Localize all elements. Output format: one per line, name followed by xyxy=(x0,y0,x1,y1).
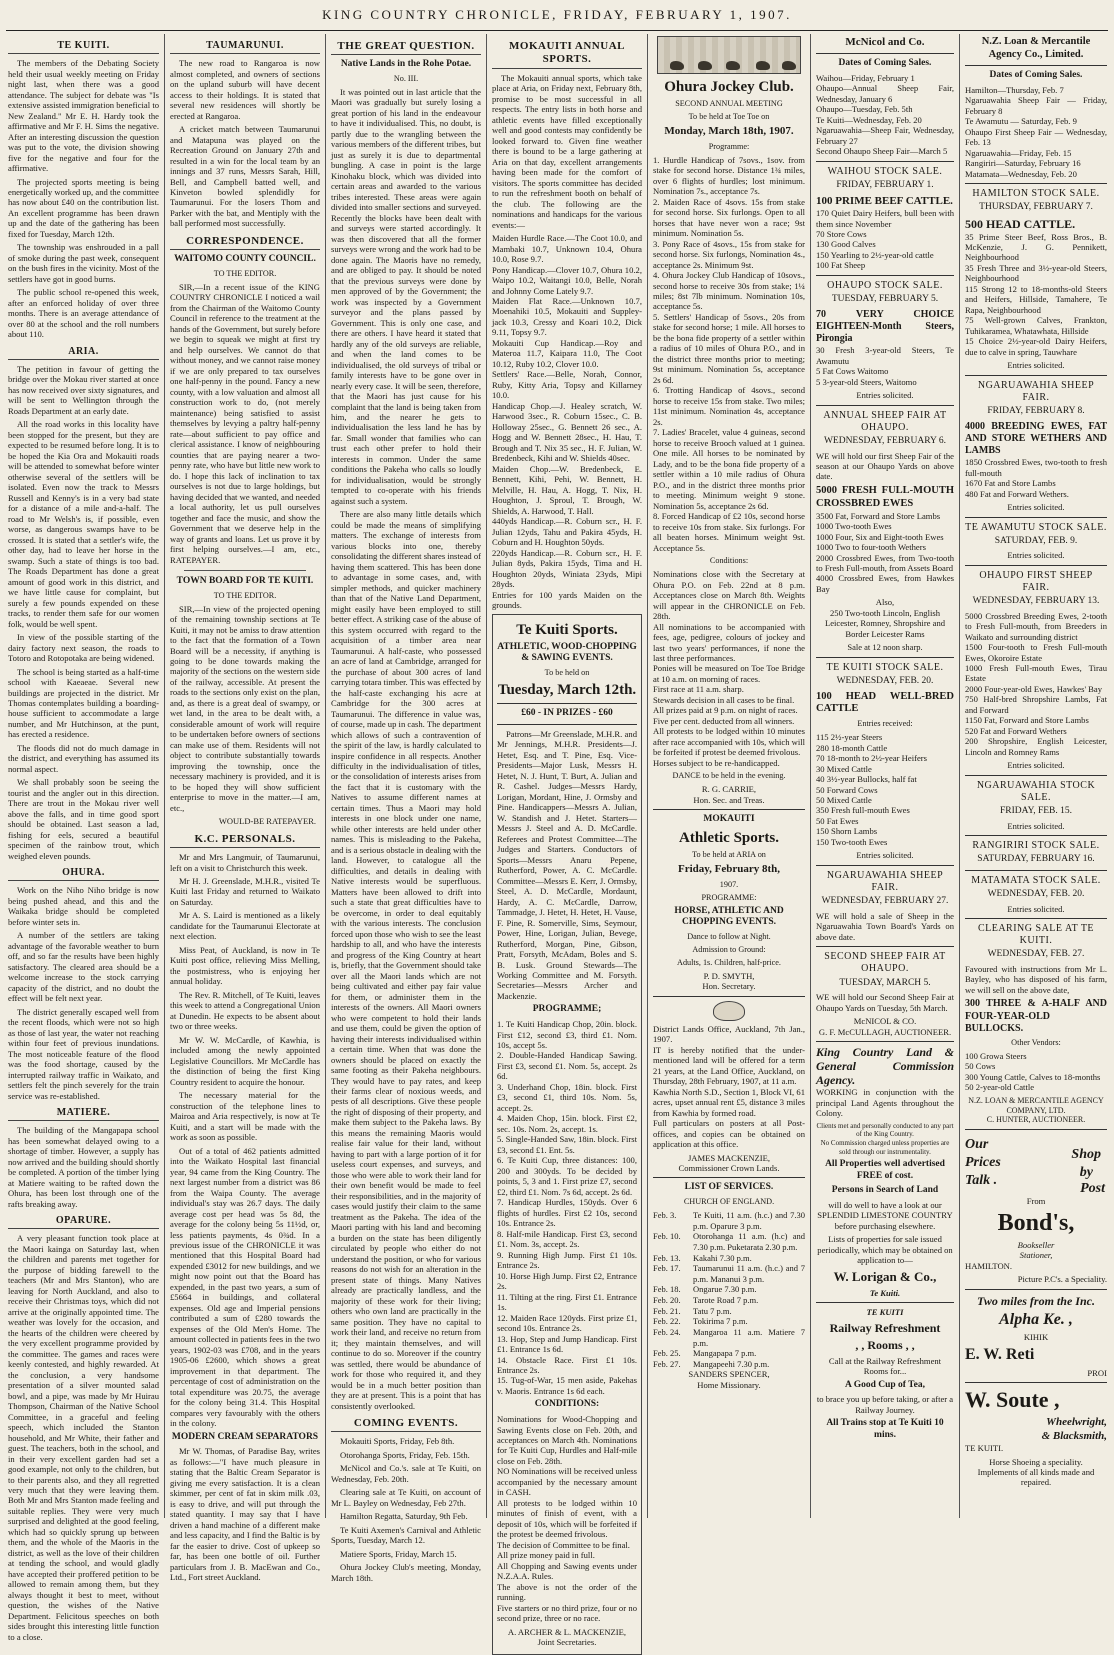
paragraph: The township was enshrouded in a pall of smoke during the past week, consequent on the bush fires in the vicinity. Most of the settlers have got in good burns. xyxy=(8,242,159,284)
kcl-terms: Clients met and personally conducted to any part of the King Country. No Commission charged unless properties are sold through our instrumentality. xyxy=(816,1121,954,1156)
ohaupo-first-date: WEDNESDAY, FEBRUARY 13. xyxy=(972,596,1100,606)
service-row xyxy=(653,1359,805,1370)
ohura-club-title: Ohura Jockey Club. xyxy=(664,79,794,95)
paragraph: Mr W. W. McCardle, of Kawhia, is included among the newly appointed Legislative Councillors. Mr McCardle has the distinction of being the first King Country resident to acquire the honour. xyxy=(170,1034,320,1087)
to-be-held: To be held on xyxy=(544,667,590,677)
te-kuiti-sale-items: 115 2½-year Steers 280 18-month Cattle 70 18-month to 2½-year Heifers 30 Mixed Cattle 40 3½-year Bullocks, half fat 50 Forward Cows 50 Mixed Cattle 350 Fresh full-mouth Ewes 50 Fat Ewes 150 Shorn Lambs 150 Two-tooth Ewes xyxy=(816,732,927,847)
athletic-sports-title: Athletic Sports. xyxy=(679,829,779,846)
service-date: Feb. 25. xyxy=(653,1348,681,1359)
divider xyxy=(965,65,1107,66)
divider xyxy=(816,275,954,276)
service-detail: Te Kuiti, 11 a.m. (h.c.) and 7.30 p.m. Oparure 3 p.m. xyxy=(693,1210,805,1231)
secretaries: A. ARCHER & L. MACKENZIE, Joint Secretaries. xyxy=(507,1626,627,1648)
service-date: Feb. 21. xyxy=(653,1305,681,1316)
divider xyxy=(816,657,954,658)
letter-body: SIR,—In a recent issue of the KING COUNTRY CHRONICLE I noticed a wail from the Chairman of the Waitomo County Council in reference to the treatment at the hands of the Government, but surely before we begin to squeak we might at first try and help ourselves. We cannot do that without money, and we cannot raise money if we are only prepared to tax ourselves one half-penny in the pound. Fancy a new county, with a low valuation and almost all construction work to do, (not merely maintenance) being satisfied to assist themselves by levying a paltry half-penny rate—about sufficient to pay office and clerical assistance. I know of neighbouring counties that are paying nearer a two-penny rate, who have but little new work to do. I hope this lack of inclination to tax ourselves is not due to large holdings, but having decided that we wanted, and needed a local authority, let us pull ourselves together and face the music, and show the Government that we deserve help in the way of grants and loans. Let us prove it by first helping ourselves.—I am, etc., RATEPAYER. xyxy=(170,281,320,565)
paragraph: It was pointed out in last article that the Maori was gradually but surely losing a great portion of his land in the endeavour to have it individualised. This, no doubt, is partly due to the wrangling between the various members of the different tribes, but just as surely it is due to departmental bungling. A case in point is the large Kinohaku block, which was divided into certain areas and awarded to the various tribes interested. These areas were again divided into smaller sections and surveyed. Recently the blocks have been dealt with and surveys were started accordingly. It was then discovered that all the former surveys were wrong and the work had to be done again. The Maoris have no remedy, and are obliged to pay. It should be noted that the previous surveys were done by men approved of by the Government; the work was inspected by a Government surveyor and the plans passed by Government. This is only one case, and there are others. I have heard it stated that hardly any of the old surveys are reliable, and when the land comes to be individualised, the old surveys of tribal or family interests have to be gone over in nearly every case. It will be seen, therefore, that the Maori has just cause for his complaint that the land is being taken from him, and the nearer he gets to individualisation the less land he has by far. Small wonder that families who can trust each other prefer to hold their interests in common. Under the same conditions the Pakeha who calls so loudly for individualisation, would be strongly tempted to co-operate with his friends against such a system. xyxy=(331,86,481,506)
by-text: by xyxy=(1079,1165,1093,1181)
coming-events-list xyxy=(331,1436,481,1583)
admission-heading: Admission to Ground: xyxy=(692,944,766,954)
column-great-question xyxy=(331,34,481,1583)
trains: All Trains stop at Te Kuiti 10 mins. xyxy=(826,1418,944,1440)
column-local-news xyxy=(8,34,159,1642)
church-heading: CHURCH OF ENGLAND. xyxy=(683,1197,775,1207)
railway-rooms: , , Rooms , , xyxy=(855,1338,915,1353)
horse-icon xyxy=(726,61,740,70)
event-item: Te Kuiti Axemen's Carnival and Athletic Sports, Tuesday, March 12. xyxy=(331,1524,481,1546)
column-sports xyxy=(492,34,642,1648)
ohaupo-lead: 70 VERY CHOICE EIGHTEEN-Month Steers, Pirongia xyxy=(816,308,954,345)
hamilton-lead: 500 HEAD CATTLE. xyxy=(965,216,1076,231)
heading-oparure: OPARURE. xyxy=(8,1215,159,1229)
service-date: Feb. 17. xyxy=(653,1263,681,1274)
programme-heading: Programme: xyxy=(708,141,750,151)
year: 1907. xyxy=(719,879,739,889)
divider xyxy=(965,870,1107,871)
letter-signature: WOULD-BE RATEPAYER. xyxy=(218,816,316,827)
annual-fair-notice: WE will hold our first Sheep Fair of the season at our Ohaupo Yards on above date. xyxy=(816,450,954,482)
lands-notice: District Lands Office, Auckland, 7th Jan., 1907. IT is hereby notified that the under-mentioned land will be offered for a term 21 years, at the Land Office, Auckland, on Thursday, 28th February, 1907, at 11 a.m. Kawhia North S.D., Section 1, Block VI, 61 acres, upset annual rent £5, distance 3 miles from Kawhia by formed road. Full particulars on posters at all Post-offices, and copies can be obtained on application at this office. xyxy=(653,1023,805,1150)
paragraph: The projected sports meeting is being energetically worked up, and the committee has now about £40 on the contribution list. An excellent programme has been drawn up and the date of the gathering has been fixed for Tuesday, March 12th. xyxy=(8,176,159,239)
shop-text: Shop xyxy=(1071,1147,1101,1163)
event-item: Mokauiti Sports, Friday, Feb 8th. xyxy=(340,1436,455,1447)
horse-icon xyxy=(782,61,796,70)
divider xyxy=(653,996,805,997)
paragraph: The members of the Debating Society held their usual weekly meeting on Friday night last, when there was a good attendance. The subject for debate was "Is extensive assisted immigration beneficial to New Zealand." Mr E. H. Hardy took the affirmative and Mr F. H. Sims the negative. After an interesting discussion the question was put to the vote, the division showing five for the negative and four for the affirmative. xyxy=(8,58,159,174)
service-detail: Tatu 7 p.m. xyxy=(693,1305,732,1316)
kcl-lists: Lists of properties for sale issued periodically, which may be obtained on application to— xyxy=(817,1234,953,1266)
paragraph: All the road works in this locality have been stopped for the present, but they are expected to be resumed before long. It is to be hoped the Kia Ora and Mokauiti roads will be attended to somewhat before winter otherwise several of the settlers will be isolated. Even now the track to Messrs Russell and Kenny's is in a very bad state for a distance of a mile and-a-half. The road to Mr Welsh's is, if possible, even worse, as dangerous swamps have to be crossed. It is stated that a settler's wife, the other day, had to leave her horse in the swamp. Such a state of things is too bad. The Roads Department has done a great amount of good work in this district, and we have little cause for complaint, but surely a few pounds expended on these tracks, to render them safe for our women folk, would be well spent. xyxy=(8,419,159,629)
divider xyxy=(816,161,954,162)
second-fair-notice: WE will hold our Second Sheep Fair at Ohaupo Yards on Tuesday, 5th March. xyxy=(816,992,954,1013)
events-summary: HORSE, ATHLETIC AND CHOPPING EVENTS. xyxy=(674,905,784,928)
horse-shoeing: Horse Shoeing a speciality. xyxy=(989,1456,1083,1467)
kcl-search-heading: Persons in Search of Land xyxy=(831,1185,939,1196)
divider xyxy=(965,183,1107,184)
horse-icon xyxy=(756,61,770,70)
te-kuiti-sports-title: Te Kuiti Sports. xyxy=(516,621,618,638)
subheading-waitomo-council: WAITOMO COUNTY COUNCIL. xyxy=(174,254,316,265)
paragraph: The petition in favour of getting the bridge over the Mokau river started at once has now received over sixty signatures, and will be sent to Wellington through the Roads Department at an early date. xyxy=(8,363,159,416)
w-soute-name: W. Soute , xyxy=(965,1387,1060,1413)
paragraph: The school is being started as a half-time school with Kaeaeae. Several new buildings are projected in the district. Mr Thomas contemplates building a boarding-house sufficient to accommodate a large number, and Mr Hutchinson, at the punt, has erected a residence. xyxy=(8,666,159,740)
entries-solicited: Entries solicited. xyxy=(856,390,914,401)
ngaruawahia-fair-notice: WE will hold a sale of Sheep in the Ngaruawahia Town Board's Yards on above date. xyxy=(816,910,954,942)
talk-text: Talk . xyxy=(965,1173,998,1189)
divider xyxy=(816,53,954,54)
also-items: Also, 250 Two-tooth Lincoln, English Leicester, Romney, Shropshire and Border Leicester Rams xyxy=(824,597,946,639)
prize-money: £60 - IN PRIZES - £60 xyxy=(521,708,613,719)
nss-date: FRIDAY, FEB. 15. xyxy=(999,806,1073,817)
clearing-heading: CLEARING SALE AT TE KUITI. xyxy=(977,922,1095,947)
ngf-heading: NGARUAWAHIA SHEEP FAIR. xyxy=(977,379,1095,403)
event-item: Otorohanga Sports, Friday, Feb. 15th. xyxy=(340,1449,470,1460)
admission: Adults, 1s. Children, half-price. xyxy=(677,957,781,967)
coat-of-arms-icon xyxy=(713,1001,745,1021)
heading-kc-personals: K.C. PERSONALS. xyxy=(170,833,320,848)
bonds-name: Bond's, xyxy=(997,1209,1075,1236)
wheelwright: Wheelwright, xyxy=(1046,1416,1107,1429)
column-rule xyxy=(647,34,648,1518)
column-ohura-jockey xyxy=(653,34,805,1518)
annual-fair-lead: 5000 FRESH FULL-MOUTH CROSSBRED EWES xyxy=(816,484,954,509)
officials: Patrons—Mr Greenslade, M.H.R. and Mr Jennings, M.H.R. Presidents—J. Hetet, Esq. and T. Pine, Esq. Vice-Presidents—Major Lusk, Messrs H. Hetet, N. J. Hunt, T. Burt, A. Julian and R. Cashel. Judges—Messrs Hardy, Lorigan, Mordant, Hine, J. Ormsby and Pine. Handicappers—Messrs A. Julian, W. Standish and J. Hetet. Starters—Messrs J. Steel and A. D. McCardle. Referees and Protest Committee—The Judges and Starters. Conductors of Sports—Messrs Anaru Pepene, Rutherford, Power, A. C. McCardle. Committee—Messrs E. Kerr, J. Ormsby, Steel, A. D. McCardle, Mordaunt, Hardy, A. C. McCardle, Darrow, Tammadge, J. Hetet, H. Hetet, H. Vause, F. Pine, R. Somerville, Sims, Seymour, Power, Hine, Lorigan, Julian, Bevege, Rutherford, Morgan, Pine, Gibson, Pratt, Forsyth, McAdam, Boles and S. B. Lusk. Ground Stewards—The Working Committee and M. Forsyth. Secretaries—Messrs Archer and Mackenzie. xyxy=(497,728,637,1001)
divider xyxy=(965,775,1107,776)
heading-aria: ARIA. xyxy=(8,346,159,360)
ohaupo-items: 30 Fresh 3-year-old Steers, Te Awamutu 5 Fat Cows Waitomo 5 3-year-old Steers, Waitomo xyxy=(816,345,954,387)
hamilton-date: THURSDAY, FEBRUARY 7. xyxy=(979,202,1093,213)
event-item: Matiere Sports, Friday, March 15. xyxy=(340,1548,457,1559)
service-row xyxy=(653,1263,805,1284)
dance: Dance to follow at Night. xyxy=(687,931,771,941)
heading-coming-events: COMING EVENTS. xyxy=(331,1417,481,1432)
heading-cream-separators: MODERN CREAM SEPARATORS xyxy=(171,1431,319,1442)
service-row xyxy=(653,1210,805,1231)
event-item: Ohura Jockey Club's meeting, Monday, March 18th. xyxy=(331,1562,481,1583)
masthead-rule xyxy=(6,30,1108,31)
commissioner: JAMES MACKENZIE, Commissioner Crown Lands. xyxy=(678,1152,780,1173)
entries-received: Entries received: xyxy=(857,719,913,729)
subheading-town-board: TOWN BOARD FOR TE KUITI. xyxy=(176,576,314,586)
ohaupo-first-items: 5000 Crossbred Breeding Ewes, 2-tooth to Fresh Full-mouth, from Breeders in Waikato and surrounding district 1500 Four-tooth to Fresh Full-mouth Ewes, Okoroire Estate 1000 Fresh Full-mouth Ewes, Tirau Estate 2000 Four-year-old Ewes, Hawkes' Bay 750 Half-bred Shropshire Lambs, Fat and Forward 1150 Fat, Forward and Store Lambs 520 Fat and Forward Wethers 200 Shropshire, English Leicester, Lincoln and Romney Rams xyxy=(965,610,1107,757)
hamilton-items: 35 Prime Steer Beef, Ross Bros., B. McKenzie, J. G. Pennikett, Neighbourhood 35 Fresh Three and 3½-year-old Steers, Neighbourhood 115 Strong 12 to 18-months-old Steers and Heifers, Hillside, Tamahere, Te Rapa, Neighbourhood 75 Well-grown Calves, Frankton, Tuhikaramea, Whatawhata, Hillside 15 Choice 2½-year-old Dairy Heifers, due to calve in spring, Tauwhare xyxy=(965,231,1107,357)
column-rule xyxy=(325,34,326,1518)
paragraph: A cricket match between Taumarunui and Matapuna was played on the Recreation Ground on January 27th and resulted in a win for the local team by an innings and 37 runs, Messrs Sarah, Hill, Bell, and Campbell batted well, and Kinveton bowled splendidly for Taumarunui. For the losers Thom and Parker with the bat, and Mentiply with the ball performed most successfully. xyxy=(170,124,320,229)
kcl-search: will do well to have a look at our SPLENDID LIMESTONE COUNTRY before purchasing elsewhere. xyxy=(817,1199,953,1231)
second-annual: SECOND ANNUAL MEETING xyxy=(675,99,783,109)
column-rule xyxy=(810,34,811,1518)
lorigan-name: W. Lorigan & Co., xyxy=(833,1268,937,1284)
paragraph: Out of a total of 462 patients admitted into the Waikato Hospital last financial year, 94 came from the King Country. The next largest number from a district was 86 from the Waipa County. The average individual's stay was 26.7 days. The daily average cost per head was 5s 8d, the average for the colony being 5s 11½d, or, less patients payments, 4s 0¾d. In a previous issue of the CHRONICLE it was mentioned that this Hospital Board had expended £3012 for new buildings, and we might now point out that the Board has expended, in the past two years, a sum of £5664 in buildings, and collateral expenses. Old age and Imperial pensions contributed a sum of £280 towards the expenses of the Old Men's Home. The amount collected in patients fees in the two years, 1902-03 was £708, and in the years 1905-06 £2600, which shows a great improvement in that department. The percentage of cost of administration on the total expenditure was 20.75, the average for the colony being 31.4. This Hospital compares very favourably with the others in the colony. xyxy=(170,1145,320,1429)
horse-icon xyxy=(670,61,684,70)
dates-list: Waihou—Friday, February 1 Ohaupo—Annual Sheep Fair, Wednesday, January 6 Ohaupo—Tuesday, Feb. 5th Te Kuiti—Wednesday, Feb. 20 Ngaruawahia—Sheep Fair, Wednesday, February 27 Second Ohaupo Sheep Fair—March 5 xyxy=(816,72,954,157)
hamilton: HAMILTON. xyxy=(965,1260,1013,1271)
service-date: Feb. 22. xyxy=(653,1316,681,1327)
our-text: Our xyxy=(965,1137,989,1153)
entries-solicited: Entries solicited. xyxy=(1007,502,1065,513)
service-date: Feb. 18. xyxy=(653,1284,681,1295)
paragraph: The floods did not do much damage in the district, and everything has assumed its normal aspect. xyxy=(8,742,159,774)
article-number: No. III. xyxy=(393,73,419,83)
post-text: Post xyxy=(1080,1181,1105,1197)
heading-te-kuiti: TE KUITI. xyxy=(8,40,159,54)
event-item: McNicol and Co.'s. sale at Te Kuiti, on Wednesday, Feb. 20th. xyxy=(331,1463,481,1484)
paragraph: The Mokauiti annual sports, which take place at Aria, on Friday next, February 8th, promise to be most successful in all respects. The entry lists in both horse and athletic events have filled exceptionally well and good contests may confidently be looked forward to. Given fine weather there is bound to be a large gathering at Aria on that day, excellent arrangements having been made for the comfort of visitors. The sports committee has decided to run the refreshment booth on behalf of the club. The following are the nominations and handicaps for the various events:— xyxy=(492,72,642,230)
railway-heading: TE KUITI xyxy=(866,1307,904,1318)
bonds-tagline xyxy=(965,1134,1107,1196)
sale-time: Sale at 12 noon sharp. xyxy=(847,642,923,653)
paragraph: Miss Peat, of Auckland, is now in Te Kuiti post office, relieving Miss Melling, the postmistress, who is enjoying her annual holiday. xyxy=(170,944,320,987)
dates-list: Hamilton—Thursday, Feb. 7 Ngaruawahia Sheep Fair — Friday, February 8 Te Awamutu — Saturday, Feb. 9 Ohaupo First Sheep Fair — Wednesday, Feb. 13 Ngaruawahia—Friday, Feb. 15 Rangiriri—Saturday, February 16 Matamata—Wednesday, Feb. 20 xyxy=(965,84,1107,179)
paragraph: The building of the Mangapapa school has been somewhat delayed owing to a shortage of timber. However, a supply has now arrived and the building should shortly be completed. A portion of the timber lying at Matiere waiting to be rafted down the Ohura, has been lost through one of the rafts breaking away. xyxy=(8,1125,159,1209)
rangiriri-heading: RANGIRIRI STOCK SALE. xyxy=(972,840,1100,852)
held-at: To be held at ARIA on xyxy=(692,850,766,860)
nz-loan-signature: N.Z. LOAN & MERCANTILE AGENCY COMPANY, LTD. C. HUNTER, AUCTIONEER. xyxy=(968,1095,1104,1125)
stationer: Stationer, xyxy=(1019,1250,1053,1261)
heading-correspondence: CORRESPONDENCE. xyxy=(170,235,320,250)
divider xyxy=(497,703,637,704)
programme: 1. Hurdle Handicap of 7sovs., 1sov. from stake for second horse. Distance 1¾ miles, over 6 flights of hurdles; lost minimum. Nomination 7s., acceptance 7s. 2. Maiden Race of 4sovs. 15s from stake for second horse. Six furlongs. Open to all horses that have never won a race; 9st minimum. Nomination 5s. 3. Pony Race of 4sovs., 15s from stake for second horse. Six furlongs, Nomination 4s., acceptance 2s. Minimum 9st. 4. Ohura Jockey Club Handicap of 10sovs., second horse to receive 30s from stake; 1¼ miles; 8st 7lb minimum. Nomination 10s, acceptance 5s. 5. Settlers' Handicap of 5sovs., 20s from stake for second horse; 1 mile. All horses to be the bona fide property of a settler within a radius of 10 miles of Ohura P.O., and in the district three months prior to meeting; 9st minimum. Nomination 5s, acceptance 2s 6d. 6. Trotting Handicap of 4sovs., second horse to receive 15s from stake. Two miles; 11st minimum. Nomination 4s, acceptance 2s. 7. Ladies' Bracelet, value 4 guineas, second horse to receive Brooch valued at 1 guinea. One mile. All horses to be nominated by Lady, and to be the bona fide property of a settler within a 10 mile radius of Ohura P.O., and in the district three months prior to meeting. Minimum weight 9 stone. Nomination 5s, acceptance 2s 6d. 8. Forced Handicap of £2 10s, second horse to receive 10s from stake. Six furlongs. For all beaten horses. Minimum weight 9st. Acceptance 5s. xyxy=(653,154,805,553)
service-date: Feb. 24. xyxy=(653,1326,681,1337)
te-kuiti-sports-advert xyxy=(492,614,642,1655)
column-rule xyxy=(959,34,960,1518)
paragraph: Mr W. Thomas, of Paradise Bay, writes as follows:—"I have much pleasure in stating that the Baltic Cream Separator is giving me every satisfaction. It is a clean skimmer, per cent of fat in skim milk .03, is easy to drive, and will put through the stated quantity. I may say that I have driven a hand machine of a different make and less capacity, and I find the Baltic is by far the easier to drive. Cost of upkeep so far, has been one bottle of oil. Further particulars from J. B. MacEwan and Co., Ltd., Fort street Auckland. xyxy=(170,1446,320,1583)
heading-mokauiti-sports: MOKAUITI ANNUAL SPORTS. xyxy=(492,40,642,69)
tea-note: to brace you up before taking, or after a Railway Journey. xyxy=(816,1394,954,1415)
hamilton-heading: HAMILTON STOCK SALE. xyxy=(972,188,1100,200)
railway-call: Call at the Railway Refreshment Rooms for... xyxy=(828,1355,942,1377)
divider xyxy=(497,724,637,725)
alpha-name: Alpha Ke. , xyxy=(999,1311,1073,1329)
service-row xyxy=(653,1231,805,1252)
divider xyxy=(816,1302,954,1303)
from-text: From xyxy=(1026,1196,1046,1207)
programme-heading: PROGRAMME: xyxy=(701,892,757,902)
service-detail: Mangaroa 11 a.m. Matiere 7 p.m. xyxy=(693,1326,805,1348)
dance: DANCE to be held in the evening. xyxy=(672,771,786,781)
heading-matiere: MATIERE. xyxy=(8,1107,159,1121)
service-date: Feb. 27. xyxy=(653,1358,681,1369)
te-awamutu-date: SATURDAY, FEB. 9. xyxy=(994,535,1078,546)
divider xyxy=(816,946,954,947)
picture-cards: Picture P.C's. a Speciality. xyxy=(1017,1274,1107,1285)
conditions-heading: CONDITIONS: xyxy=(534,1399,600,1410)
paragraph: Work on the Niho Niho bridge is now being pushed ahead, and this and the Waikaka bridge should be completed before winter sets in. xyxy=(8,885,159,927)
matamata-heading: MATAMATA STOCK SALE. xyxy=(971,874,1101,886)
masthead: KING COUNTRY CHRONICLE, FRIDAY, FEBRUARY 1, 1907. xyxy=(322,7,792,22)
service-row xyxy=(653,1306,805,1317)
divider xyxy=(965,1382,1107,1383)
dates-heading: Dates of Coming Sales. xyxy=(989,70,1083,81)
kcl-notice: WORKING in conjunction with the principal Land Agents throughout the Colony. xyxy=(816,1087,954,1119)
waihou-lead: 100 PRIME BEEF CATTLE. xyxy=(816,194,953,207)
divider xyxy=(965,565,1107,566)
column-mcnicol xyxy=(816,34,954,1518)
paragraph: The district generally escaped well from the recent floods, which were not so high as those of last year, the water not reaching within four feet of previous inundations. The most noticeable feature of the flood was the food shortage, caused by the interrupted railway traffic in Waikato, and settlers felt the pinch severely for the train service was re-established. xyxy=(8,1006,159,1101)
ohaupo-heading: OHAUPO STOCK SALE. xyxy=(827,279,943,291)
matamata-date: WEDNESDAY, FEB. 20. xyxy=(987,888,1085,899)
service-row xyxy=(653,1295,805,1306)
paragraph: In view of the possible starting of the dairy factory next season, the roads to Totoro and Rotopotaka are being widened. xyxy=(8,632,159,664)
clearing-notice: Favoured with instructions from Mr L. Bayley, who has disposed of his farm, we will sell on the above date, xyxy=(965,963,1107,995)
bookseller: Bookseller xyxy=(1017,1239,1055,1250)
kcl-title: King Country Land & General Commission Agency. xyxy=(816,1045,954,1087)
service-detail: Tokirima 7 p.m. xyxy=(693,1316,748,1327)
te-kuiti-sale-lead: 100 HEAD WELL-BRED CATTLE xyxy=(816,690,954,715)
divider xyxy=(653,1177,805,1178)
handicaps: Maiden Hurdle Race.—The Coot 10.0, and Mambaki 10.7, Unknown 10.4, Ohura 10.0, Rose 9.7. Pony Handicap.—Clover 10.7, Ohura 10.2, Waipo 10.2, Waitangi 10.0, Belle, Norah and Johnny Come Lately 9.7. Maiden Flat Race.—Unknown 10.7, Moenahiki 10.5, Mokauiti and Suppley-jack 10.3, Cressy and Koari 10.2, Dick 9.11, Topsy 9.7. Mokauiti Cup Handicap.—Roy and Materoa 11.7, Kaipara 11.0, The Coot 10.12, Ruby 10.2, Clover 10.0. Settlers' Race.—Belle, Norah, Connor, Ruby, Kitty Aria, Topsy and Killarney 10.0. Handicap Chop.—J. Healey scratch, W. Harwood 3sec., R. Coburn 15sec., C. B. Holloway 25sec., G. Bennett 26 sec., A. Hogg and W. Bennett 28sec., H. Hau, T. Brough and T. Nix 35 sec., H. F. Julian, W. Bredenbeck, Kihi and W. Shields 40sec. Maiden Chop.—W. Bredenbeck, E. Bennett, Kihi, Pehi, W. Bennett, H. Melville, H. Hau, A. Hogg, T. Nix, H. Houghton, J. Sproul, T. Brough, W. Shields, A. Harwood, T. Hall. 440yds Handicap.—R. Coburn scr., H. F. Julian 12yds, Tahu and Pakira 45yds, H. Coburn and H. Houghton 50yds. 220yds Handicap.—R. Coburn scr., H. F. Julian 8yds, Pakira 15yds, Tima and H. Houghton 20yds, Winiata 23yds, Mipi 28yds. Entries for 100 yards Maiden on the grounds. xyxy=(492,233,642,611)
ngaruawahia-fair-heading: NGARUAWAHIA SHEEP FAIR. xyxy=(826,869,944,893)
dates-heading: Dates of Coming Sales. xyxy=(838,58,932,69)
nz-loan-title: N.Z. Loan & Mercantile Agency Co., Limited. xyxy=(981,36,1091,60)
paragraph: Mr H. J. Greenslade, M.H.R., visited Te Kuiti last Friday and returned to Waikato on Saturday. xyxy=(170,876,320,907)
annual-fair-heading: ANNUAL SHEEP FAIR AT OHAUPO. xyxy=(823,409,947,433)
ew-name: E. W. Reti xyxy=(965,1346,1035,1364)
letter-body: SIR,—In view of the projected opening of the remaining township sections at Te Kuiti, it may not be amiss to draw attention to the fact that the formation of a Town Board will be a necessity, if anything is going to be done towards making the majority of the sections on the western side of the railway, accessible. At present the roads to the sections only exist on the plan, and, as there is a great deal of swampy, or wet land, in the area to be dealt with, a considerable amount of work will require to be undertaken before owners of sections can make use of them. Residents will not object to contribute substantially towards improving the township, once the necessary machinery is provided, and it is to be hoped they will show sufficient enterprise to move in the matter.—I am, etc., xyxy=(170,603,320,813)
waihou-items: 170 Quiet Dairy Heifers, bull been with them since November 70 Store Cows 130 Good Calves 150 Yearling to 2½-year-old cattle 100 Fat Sheep xyxy=(816,208,954,271)
to-the-editor: TO THE EDITOR. xyxy=(213,590,277,600)
racing-horses-illustration xyxy=(657,36,801,74)
service-date: Feb. 13. xyxy=(653,1252,681,1263)
column-taumarunui-correspondence xyxy=(170,34,320,1583)
service-date: Feb. 20. xyxy=(653,1295,681,1306)
annual-fair-items: 3500 Fat, Forward and Store Lambs 1000 Two-tooth Ewes 1000 Four, Six and Eight-tooth Ewes 1000 Two to four-tooth Wethers 2000 Crossbred Ewes, from Two-tooth to Fresh Full-mouth, from Assets Board 4000 Crossbred Ewes, from Hawkes Bay xyxy=(816,510,954,594)
prices-text: Prices xyxy=(965,1155,1001,1171)
blacksmith: & Blacksmith, xyxy=(1041,1429,1107,1442)
event-item: Hamilton Regatta, Saturday, 9th Feb. xyxy=(340,1511,468,1522)
te-kuiti-sale-date: WEDNESDAY, FEB. 20. xyxy=(836,675,934,686)
annual-fair-date: WEDNESDAY, FEBRUARY 6. xyxy=(823,435,947,446)
secretary: P. D. SMYTH, Hon. Secretary. xyxy=(702,970,756,992)
mokauiti-date: Friday, February 8th, xyxy=(677,863,781,876)
divider xyxy=(184,570,306,571)
entries-solicited: Entries solicited. xyxy=(1007,903,1065,914)
service-row xyxy=(653,1253,805,1264)
programme-heading: PROGRAMME; xyxy=(532,1004,602,1015)
kihikihi: KIHIK xyxy=(1023,1331,1049,1342)
paragraph: Mr A. S. Laird is mentioned as a likely candidate for the Taumarunui Electorate at next election. xyxy=(170,910,320,942)
te-kuiti-sports-date: Tuesday, March 12th. xyxy=(497,681,637,698)
te-awamutu-heading: TE AWAMUTU STOCK SALE. xyxy=(965,521,1107,533)
services-heading: LIST OF SERVICES. xyxy=(684,1182,774,1193)
paragraph: A very pleasant function took place at the Maori kainga on Saturday last, when the children and parents met together for the purpose of bidding farewell to the teachers (Mr and Mrs Stanton), who are leaving for North Auckland, and also to receive their Christmas toys, which did not arrive at the originally appointed time. The weather was lovely for the occasion, and the hearts of the children were cheered by the very excellent programme provided by the committee. The games and races were keenly contested, and highly rewarded. At the conclusion, a very handsome presentation of a silver mounted salad bowl, and a pipe, was made by Mr Huirau Thompson, Chairman of the Native School Committee, in a graceful and feeling speech, which included the Stanton household, and Mr White, their father and guest. The teachers, both in the school, and in their very excellent garden had set a good example, not only to the children, but to their parents also, and they all regretted very much that they were leaving them. Both Mr and Mrs Stanton made feeling and suitable replies. They were very much surprised and delighted at the good feeling, which had so quickly sprung up between them, and the whole of the Maoris in the district, as well as the love of their children at tending the school, and would gladly have accepted their proffered petition to be allowed to remain among them, but they always thought it best to meet, without question, the wishes of the Native Department. Felicitous speeches on both sides brought this interesting little function to a close. xyxy=(8,1233,159,1642)
tea: A Good Cup of Tea, xyxy=(845,1379,925,1390)
service-detail: Ongarue 7.30 p.m. xyxy=(693,1284,757,1295)
kcl-advertised: All Properties well advertised FREE of cost. xyxy=(825,1159,945,1181)
rangiriri-date: SATURDAY, FEBRUARY 16. xyxy=(977,854,1095,865)
secretary: R. G. CARRIE, Hon. Sec. and Treas. xyxy=(693,784,765,805)
paragraph: Mr and Mrs Langmuir, of Taumarunui, left on a visit to Christchurch this week. xyxy=(170,852,320,873)
paragraph: We shall probably soon be seeing the tourist and the angler out in this direction. There are trout in the Mokau river well above the falls, and in time good sport should be obtained. Last season a lad, fishing for eels, secured a beautiful specimen of the rainbow trout, which weighed eleven pounds. xyxy=(8,777,159,861)
service-detail: Taumarunui 11 a.m. (h.c.) and 7 p.m. Mananui 3 p.m. xyxy=(693,1263,805,1284)
entries-solicited: Entries solicited. xyxy=(1007,550,1065,561)
paragraph: The new road to Rangaroa is now almost completed, and owners of sections on the upland suburb will have decent access to their holdings. It is stated that several new residences will shortly be erected at Rangaroa. xyxy=(170,58,320,121)
proprietor: PROI xyxy=(1087,1367,1107,1378)
subheading-native-lands: Native Lands in the Rohe Potae. xyxy=(340,59,472,70)
auctioneer: McNICOL & CO. G. F. McCULLAGH, AUCTIONEER. xyxy=(818,1016,952,1037)
ohaupo-first-heading: OHAUPO FIRST SHEEP FAIR. xyxy=(979,569,1093,593)
second-fair-heading: SECOND SHEEP FAIR AT OHAUPO. xyxy=(824,951,946,975)
divider xyxy=(816,1041,954,1042)
mokauiti-title: MOKAUITI xyxy=(703,814,755,825)
service-date: Feb. 10. xyxy=(653,1231,681,1242)
te-kuiti-place: TE KUITI. xyxy=(965,1443,1004,1454)
missionary: SANDERS SPENCER, Home Missionary. xyxy=(688,1369,770,1390)
divider xyxy=(965,1129,1107,1130)
other-vendors: Other Vendors: xyxy=(1011,1037,1061,1047)
divider xyxy=(965,918,1107,919)
divider xyxy=(965,835,1107,836)
column-nz-loan xyxy=(965,34,1107,1518)
clearing-lead: 300 THREE & A-HALF AND FOUR-YEAR-OLD BULLOCKS. xyxy=(965,998,1107,1034)
horse-icon xyxy=(698,61,712,70)
to-the-editor: TO THE EDITOR. xyxy=(213,268,277,278)
implements: Implements of all kinds made and repaired. xyxy=(977,1467,1095,1488)
divider xyxy=(965,517,1107,518)
conditions: Nominations close with the Secretary at Ohura P.O. on Feb. 22nd at 8 p.m. Acceptances close on March 8th. Weights will appear in the CHRONICLE on Feb. 28th. All nominations to be accompanied with fees, age, pedigree, colours of jockey and last two years' performances, if none the last three performances. Ponies will be measured on Toe Toe Bridge at 10 a.m. on morning of races. First race at 11 a.m. sharp. Stewards decision in all cases to be final. All prizes paid at 9 p.m. on night of races. Five per cent. deducted from all winners. All protests to be lodged within 10 minutes after race accompanied with 10s, which will be forfeited if protest be deemed frivolous. Horses subject to be re-handicapped. xyxy=(653,569,806,768)
service-detail: Otorohanga 11 a.m. (h.c) and 7.30 p.m. Puketarata 2.30 p.m. xyxy=(693,1231,805,1252)
service-row xyxy=(653,1316,805,1327)
ngf-lead: 4000 BREEDING EWES, FAT AND STORE WETHERS AND LAMBS xyxy=(965,420,1107,457)
other-items: 100 Growa Steers 50 Cows 300 Young Cattle, Calves to 18-months 50 2-year-old Cattle xyxy=(965,1050,1101,1093)
te-kuiti-sports-subtitle: ATHLETIC, WOOD-CHOPPING & SAWING EVENTS. xyxy=(497,641,637,664)
service-date: Feb. 3. xyxy=(653,1210,677,1221)
two-miles: Two miles from the Inc. xyxy=(977,1293,1095,1308)
divider xyxy=(816,865,954,866)
entries-solicited: Entries solicited. xyxy=(1007,760,1065,771)
service-detail: Mangapapa 7 p.m. xyxy=(693,1348,757,1359)
paragraph: The Rev. R. Mitchell, of Te Kuiti, leaves this week to attend a Congregational Union at Dunedin. He expects to be absent about two or three weeks. xyxy=(170,989,320,1032)
heading-taumarunui: TAUMARUNUI. xyxy=(170,40,320,54)
nss-heading: NGARUAWAHIA STOCK SALE. xyxy=(976,779,1096,803)
service-detail: Mangapeehi 7.30 p.m. xyxy=(693,1358,770,1369)
te-kuiti-sale-heading: TE KUITI STOCK SALE. xyxy=(826,661,944,673)
conditions-heading: Conditions: xyxy=(709,556,749,566)
service-row xyxy=(653,1284,805,1295)
service-row xyxy=(653,1327,805,1348)
paragraph: There are also many little details which could be made the means of simplifying matters. The exchange of interests from various blocks into one, thereby consolidating the different shares instead of having them scattered. This has been done to advantage in some cases, and, with simpler methods, and quicker machinery than that of the Native Land Department, might easily have been employed to still better effect. A striking case of the abuse of this system occurred with regard to the acquisition of a timber area near Taumarunui. A half-caste, who possessed an acre of land at Cambridge, arranged for the purchase of about 300 acres of land carrying totara timber. This was effected by the half-caste exchanging his acre at Cambridge for the 300 acres at Taumarunui. The difference in value was, of course, made up in cash. The department which allows of such a contravention of the spirit of the law, is hardly calculated to inspire confidence in all respects. Another difficulty in the individualisation of titles, or the consolidation of interests arises from the fact that it is customary with the Natives to assume different names at certain times. Thus a Maori may hold interests in one block under one name, while other interests are held under other names. This is misleading to the Pakeha, and is a serious obstacle in dealing with the land. However, to catalogue all the difficulties, and details in dealing with Native interests would be superfluous. Matters have been allowed to drift into such a state that great difficulties have to be overcome, in order to deal equitably with the various interests. The conclusion forced upon those who wish to see the least hardship to all, and who have the interests and progress of the King Country at heart is, briefly, that the Government should take over all the Maori lands which are not being cultivated and either pay fair value for them, or administer them in the interests of the owners. All Maori owners who were competent to hold their lands and use them, could be given the option of having their interests individualised within a certain time. When that was done the owners should be placed on exactly the same footing as their Pakeha neighbours. They would have to pay rates, and keep their farms clear of noxious weeds, and pests of all descriptions. Give these people the right of disposing of their property, and make them subject to the Pakeha laws. By this means the remaining Maoris would realise fair value for their land, without having to part with a large portion of it for useless court expenses, and surveys, and those who were able to work their land for their own benefit would be made to feel their responsibilities, and in the majority of cases would justify their claim to the same treatment as the Pakeha. The idea of the Maori parting with his land and becoming a burden on the state has been diligently circulated by people who either do not understand the position, or who for various reasons do not wish for an alteration in the present state of things. Many Natives already are practically landless, and the majority of these work for their living; others who own land are practically in the same position. They have no capital to work their land, and receive no return from it; they maintain themselves, and will continue to do so. Moreover if the country was settled, there would be abundance of work for those who required it, and they would be in a much better position than they are at present. This is a point that has consistently overlooked. xyxy=(331,509,481,1411)
waihou-date: FRIDAY, FEBRUARY 1. xyxy=(836,180,934,191)
waihou-heading: WAIHOU STOCK SALE. xyxy=(827,165,943,177)
lorigan-place: Te Kuiti. xyxy=(869,1287,901,1298)
entries-solicited: Entries solicited. xyxy=(1007,360,1065,371)
divider xyxy=(653,809,805,810)
clearing-date: WEDNESDAY, FEB. 27. xyxy=(987,949,1085,960)
second-fair-date: TUESDAY, MARCH 5. xyxy=(839,977,931,988)
ohura-date: Monday, March 18th, 1907. xyxy=(664,125,794,138)
column-rule xyxy=(486,34,487,1518)
mcnicol-title: McNicol and Co. xyxy=(845,36,925,48)
heading-ohura: OHURA. xyxy=(8,867,159,881)
railway-title: Railway Refreshment xyxy=(829,1320,941,1335)
paragraph: A number of the settlers are taking advantage of the favorable weather to burn off, and so far the results have been highly satisfactory. The cleared area should be a welcome increase to the stock carrying capacity of the district, and no doubt the effect will be felt next year. xyxy=(8,930,159,1004)
ngf-items: 1850 Crossbred Ewes, two-tooth to fresh full-mouth 1670 Fat and Store Lambs 480 Fat and Forward Wethers. xyxy=(965,457,1107,499)
ngf-date: FRIDAY, FEBRUARY 8. xyxy=(987,406,1085,417)
service-row xyxy=(653,1348,805,1359)
conditions: Nominations for Wood-Chopping and Sawing Events close on Feb. 20th, and acceptances on March 4th. Nominations for Te Kuiti Cup, Hurdles and Half-mile close on Feb. 28th. NO Nominations will be received unless accompanied by the necessary amount in CASH. All protests to be lodged within 10 minutes of finish of event, with a deposit of 10s, which will be forfeited if the protest be deemed frivolous. The decision of Committee to be final. All prize money paid in full. All Chopping and Sawing events under N.Z.A.A. Rules. The above is not the order of the running. Five starters or no third prize, four or no second prize, three or no race. xyxy=(497,1414,637,1624)
ohaupo-date: TUESDAY, FEBRUARY 5. xyxy=(831,294,939,305)
services-list xyxy=(653,1210,805,1369)
entries-solicited: Entries solicited. xyxy=(856,850,914,861)
heading-great-question: THE GREAT QUESTION. xyxy=(331,40,481,55)
paragraph: The public school re-opened this week, after an enforced holiday of over three months. There is an average attendance of over 80 at the school and the roll numbers about 110. xyxy=(8,287,159,340)
service-detail: Kakahi 7.30 p.m. xyxy=(693,1252,752,1263)
ngaruawahia-fair-date: WEDNESDAY, FEBRUARY 27. xyxy=(821,896,949,907)
divider xyxy=(965,1289,1107,1290)
programme: 1. Te Kuiti Handicap Chop, 20in. block. First £12, second £3, third £1. Nom. 10s, accept 5s. 2. Double-Handed Handicap Sawing. First £3, second £1. Nom. 5s, accept. 2s 6d. 3. Underhand Chop, 18in. block. First £3, second £1, third 10s. Nom. 5s, accept. 2s. 4. Maiden Chop, 15in. block. First £2, sec. 10s. Nom. 2s, accept. 1s. 5. Single-Handed Saw, 18in. block. First £3, second £1. Ent. 5s. 6. Te Kuiti Cup, three distances: 100, 200 and 300yds. To be decided by points, 5, 3 and 1. First prize £7, second £2, third £1. Nom. 7s 6d, accept. 2s 6d. 7. Handicap Hurdles, 150yds. Over 6 flights of hurdles. First £2 10s, second 10s. Entrance 2s. 8. Half-mile Handicap. First £3, second £1. Nom. 3s, accept. 2s. 9. Running High Jump. First £1 10s. Entrance 2s. 10. Horse High Jump. First £2, Entrance 2s. 11. Tilting at the ring. First £1. Entrance 1s. 12. Maiden Race 120yds. First prize £1, second 10s. Entrance 2s. 13. Hop, Step and Jump Handicap. First £1. Entrance 1s 6d. 14. Obstacle Race. First £1 10s. Entrance 2s. 15. Tug-of-War, 15 men aside, Pakehas v. Maoris. Entrance 1s 6d each. xyxy=(497,1019,637,1396)
service-detail: Tarote Road 7 p.m. xyxy=(693,1295,759,1306)
column-rule xyxy=(164,34,165,1518)
entries-solicited: Entries solicited. xyxy=(1007,820,1065,831)
paragraph: The necessary material for the construction of the telephone lines to Mairoa and Aria respectively, is now at Te Kuiti, and a start will be made with the work as soon as possible. xyxy=(170,1090,320,1143)
divider xyxy=(816,405,954,406)
event-item: Clearing sale at Te Kuiti, on account of Mr L. Bayley on Wednesday, Feb 27th. xyxy=(331,1487,481,1508)
divider xyxy=(965,375,1107,376)
held-at: To be held at Toe Toe on xyxy=(688,112,770,122)
